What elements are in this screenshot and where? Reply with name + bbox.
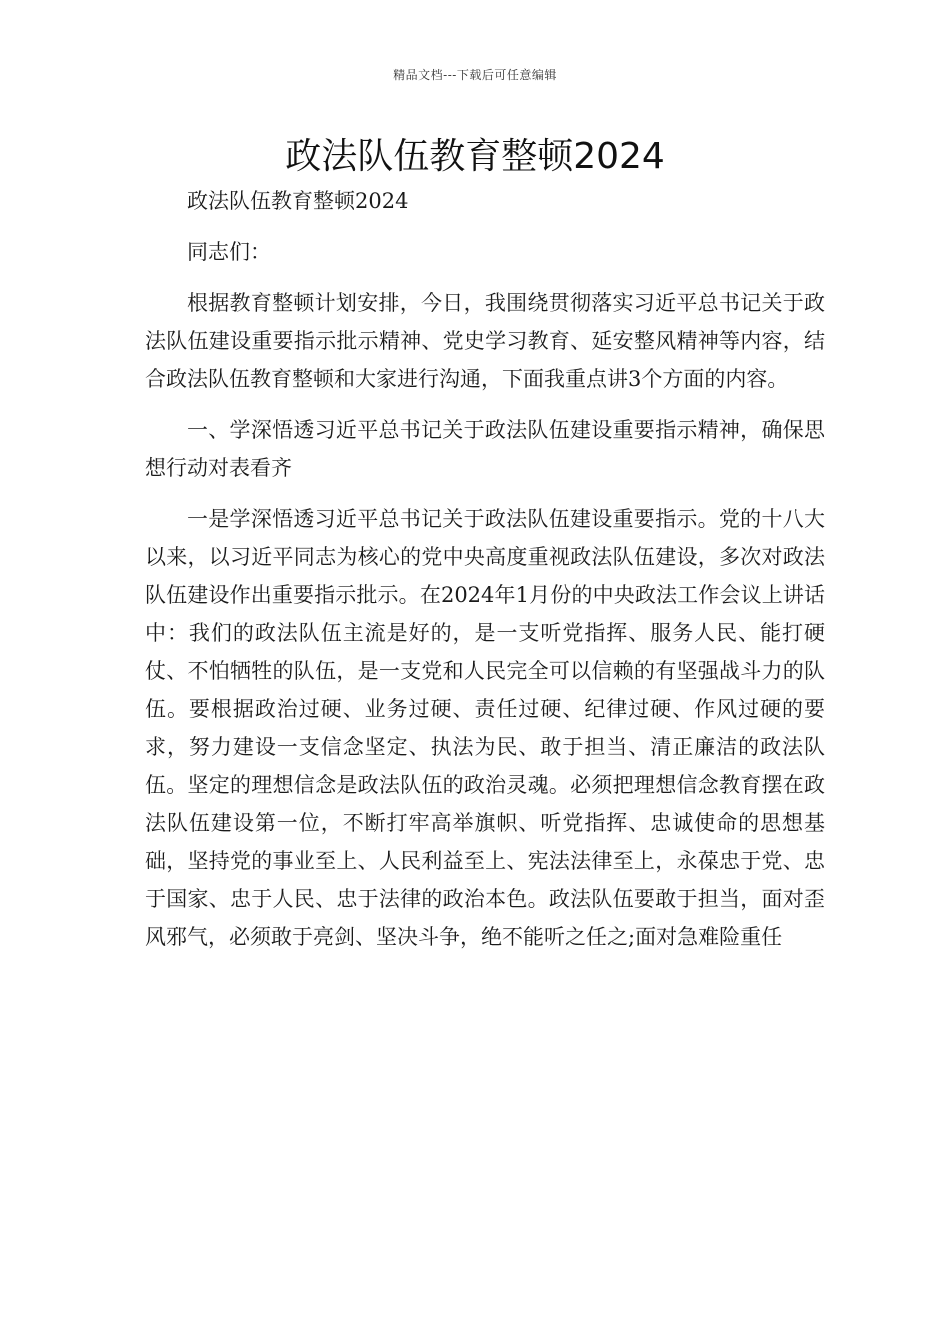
paragraph-subtitle: 政法队伍教育整顿2024 <box>187 189 409 213</box>
paragraph-section-heading: 一、学深悟透习近平总书记关于政法队伍建设重要指示精神，确保思想行动对表看齐 <box>145 418 825 480</box>
document-title: 政法队伍教育整顿2024 <box>285 136 665 177</box>
paragraph-greeting: 同志们： <box>187 240 271 264</box>
document-body <box>145 182 825 969</box>
paragraph-section-body: 一是学深悟透习近平总书记关于政法队伍建设重要指示。党的十八大以来，以习近平同志为核心的党中央高度重视政法队伍建设，多次对政法队伍建设作出重要指示批示。在2024年1月份的中央政法工作会议上讲话中：我们的政法队伍主流是好的，是一支听党指挥、服务人民、能打硬仗、不怕牺牲的队伍，是一支党和人民完全可以信赖的有坚强战斗力的队伍。要根据政治过硬、业务过硬、责任过硬、纪律过硬、作风过硬的要求，努力建设一支信念坚定、执法为民、敢于担当、清正廉洁的政法队伍。坚定的理想信念是政法队伍的政治灵魂。必须把理想信念教育摆在政法队伍建设第一位，不断打牢高举旗帜、听党指挥、忠诚使命的思想基础，坚持党的事业至上、人民利益至上、宪法法律至上，永葆忠于党、忠于国家、忠于人民、忠于法律的政治本色。政法队伍要敢于担当，面对歪风邪气，必须敢于亮剑、坚决斗争，绝不能听之任之;面对急难险重任 <box>145 507 825 949</box>
paragraph-intro: 根据教育整顿计划安排，今日，我围绕贯彻落实习近平总书记关于政法队伍建设重要指示批示精神、党史学习教育、延安整风精神等内容，结合政法队伍教育整顿和大家进行沟通，下面我重点讲3个方面的内容。 <box>145 291 825 391</box>
header-note: 精品文档---下载后可任意编辑 <box>393 68 557 82</box>
